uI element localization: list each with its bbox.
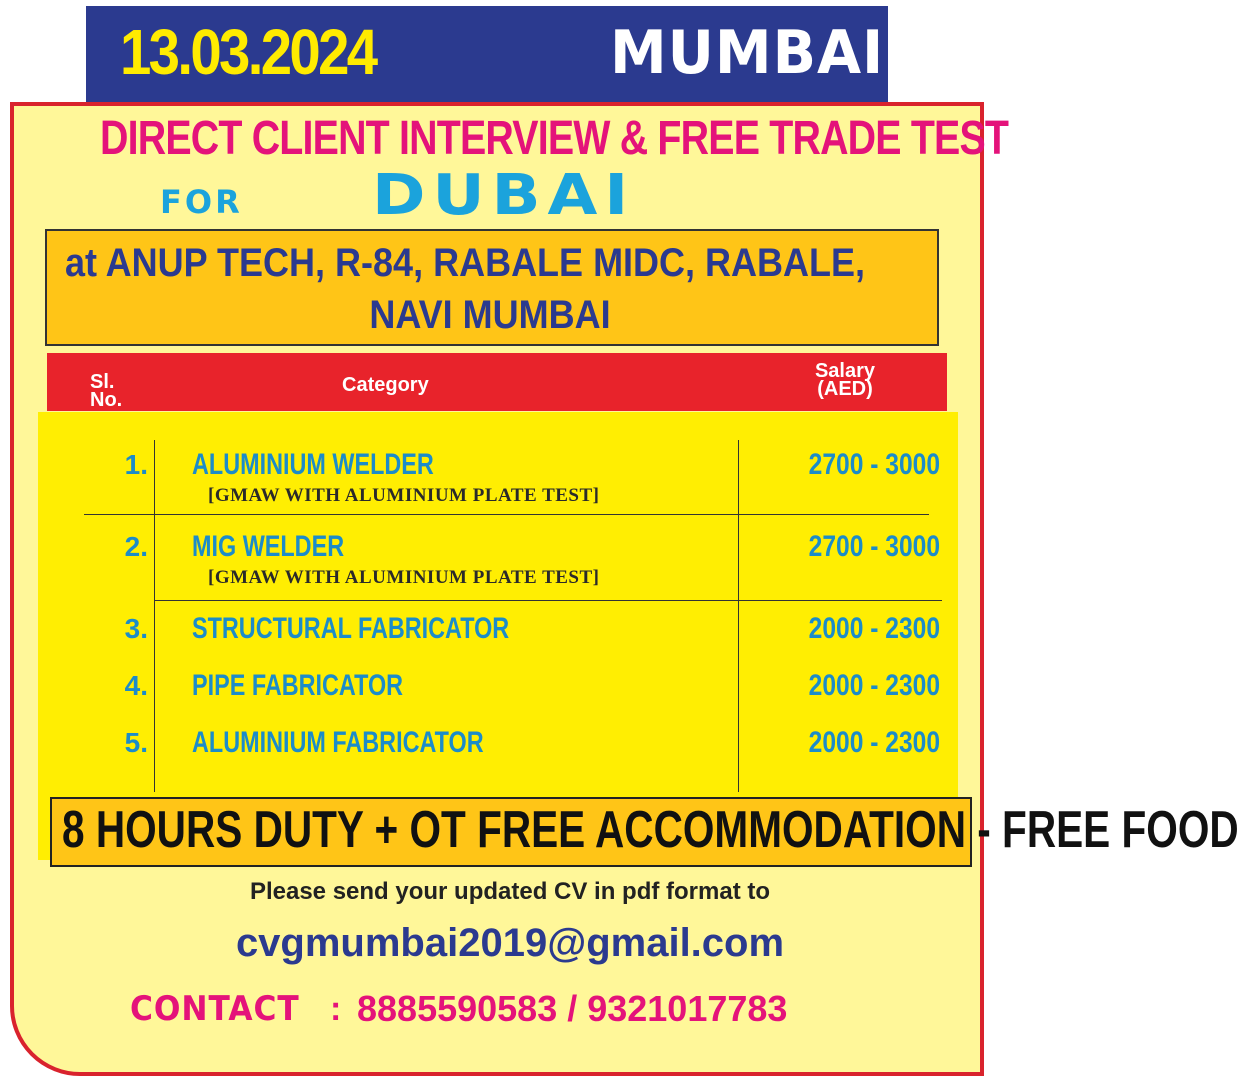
venue-line-2: NAVI MUMBAI (369, 293, 611, 337)
contact-email[interactable]: cvgmumbai2019@gmail.com (235, 921, 785, 965)
header-sl-no: Sl. No. (90, 371, 123, 411)
contact-separator: : (330, 990, 342, 1028)
row-divider (154, 600, 942, 601)
header-category: Category (342, 374, 429, 396)
salary-range: 2000 - 2300 (808, 726, 940, 759)
column-divider (154, 440, 155, 792)
job-title: ALUMINIUM FABRICATOR (192, 726, 484, 759)
job-title: PIPE FABRICATOR (192, 669, 404, 702)
test-note: [GMAW WITH ALUMINIUM PLATE TEST] (208, 485, 600, 506)
destination-country: DUBAI (372, 163, 636, 228)
contact-phone-numbers[interactable]: 8885590583 / 9321017783 (357, 988, 788, 1029)
salary-range: 2000 - 2300 (808, 612, 940, 645)
contact-label: CONTACT (130, 989, 300, 1029)
test-note: [GMAW WITH ALUMINIUM PLATE TEST] (208, 567, 600, 588)
interview-date: 13.03.2024 (120, 16, 376, 88)
row-number: 3. (124, 613, 148, 644)
column-divider (738, 440, 739, 792)
salary-range: 2700 - 3000 (808, 530, 940, 563)
job-title: MIG WELDER (192, 530, 345, 563)
row-number: 1. (124, 449, 148, 480)
job-title: ALUMINIUM WELDER (192, 448, 434, 481)
row-divider (84, 514, 929, 515)
interview-city: MUMBAI (610, 18, 885, 88)
salary-range: 2000 - 2300 (808, 669, 940, 702)
job-title: STRUCTURAL FABRICATOR (192, 612, 510, 645)
header-salary: Salary (AED) (814, 360, 876, 400)
benefits-text: 8 HOURS DUTY + OT FREE ACCOMMODATION - FREE FOOD (62, 801, 1239, 859)
row-number: 2. (124, 531, 148, 562)
venue-line-1: at ANUP TECH, R-84, RABALE MIDC, RABALE, (65, 241, 866, 285)
headline: DIRECT CLIENT INTERVIEW & FREE TRADE TEST (100, 112, 1009, 165)
row-number: 5. (124, 727, 148, 758)
for-label: FOR (160, 183, 243, 221)
salary-range: 2700 - 3000 (808, 448, 940, 481)
cv-instruction: Please send your updated CV in pdf format to (249, 878, 771, 905)
row-number: 4. (124, 670, 148, 701)
